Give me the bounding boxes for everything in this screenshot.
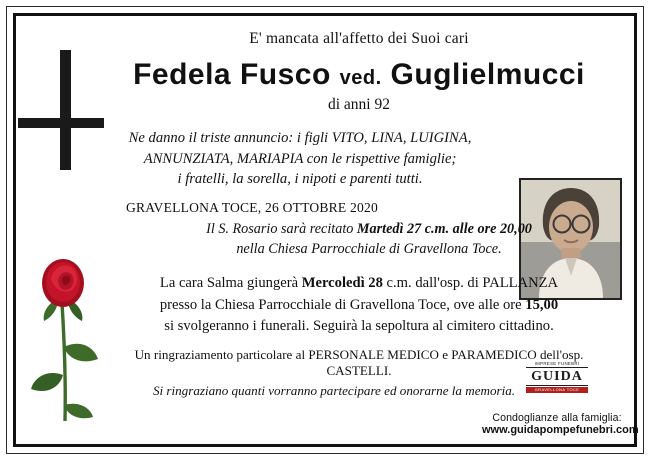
announcement-text <box>90 30 628 399</box>
notice-line-1: Ne danno il triste annuncio: i figli VITO, LINA, LUIGINA, <box>128 130 472 146</box>
rosary-block <box>142 220 597 259</box>
rosary-line-1-prefix: Il S. Rosario sarà recitato <box>206 221 357 238</box>
deceased-first-names: Fedela Fusco <box>133 58 331 91</box>
intro-line: E' mancata all'affetto dei Suoi cari <box>249 30 469 47</box>
funeral-line-1-day: Mercoledì 28 <box>301 275 383 292</box>
thanks-line-1: Un ringraziamento particolare al PERSONALE MEDICO e PARAMEDICO dell'osp. CASTELLI. <box>134 346 584 378</box>
funeral-line-2-time: 15,00 <box>525 296 559 313</box>
funeral-line-2 <box>124 295 594 316</box>
rosary-line-1-datetime: Martedì 27 c.m. alle ore 20,00 <box>356 221 532 238</box>
deceased-ved: ved. <box>339 67 382 89</box>
place-and-date: GRAVELLONA TOCE, 26 OTTOBRE 2020 <box>126 200 378 216</box>
notice-block <box>90 128 510 190</box>
funeral-agency-block <box>482 361 639 436</box>
notice-line-2: ANNUNZIATA, MARIAPIA con le rispettive famiglie; <box>143 150 457 167</box>
agency-website[interactable]: www.guidapompefunebri.com <box>482 424 639 436</box>
funeral-line-3: si svolgeranno i funerali. Seguirà la sepoltura al cimitero cittadino. <box>164 317 554 334</box>
thanks-line-2: Si ringraziano quanti vorranno partecipare ed onorarne la memoria. <box>152 382 516 398</box>
condolences-label: Condoglianze alla famiglia: <box>492 412 622 424</box>
funeral-line-1-prefix: La cara Salma giungerà <box>159 275 302 292</box>
agency-badge-sub: GRAVELLONA TOCE <box>526 387 588 393</box>
deceased-age: di anni 92 <box>328 96 390 113</box>
rosary-line-1 <box>142 220 597 240</box>
funeral-line-1-suffix: c.m. dall'osp. di PALLANZA <box>382 275 559 292</box>
funeral-line-2-prefix: presso la Chiesa Parrocchiale di Gravellona Toce, ove alle ore <box>159 296 526 313</box>
deceased-name <box>90 58 628 92</box>
agency-badge-top: IMPRESE FUNEBRI <box>534 361 580 366</box>
agency-logo <box>526 362 588 410</box>
agency-badge-name: GUIDA <box>526 367 588 387</box>
funeral-line-1 <box>124 273 594 294</box>
deceased-surname: Guglielmucci <box>390 58 585 91</box>
cross-vertical-bar <box>60 50 71 170</box>
funeral-block <box>124 273 594 336</box>
notice-line-3: i fratelli, la sorella, i nipoti e parenti tutti. <box>177 171 423 188</box>
rosary-line-2: nella Chiesa Parrocchiale di Gravellona Toce. <box>236 240 502 257</box>
